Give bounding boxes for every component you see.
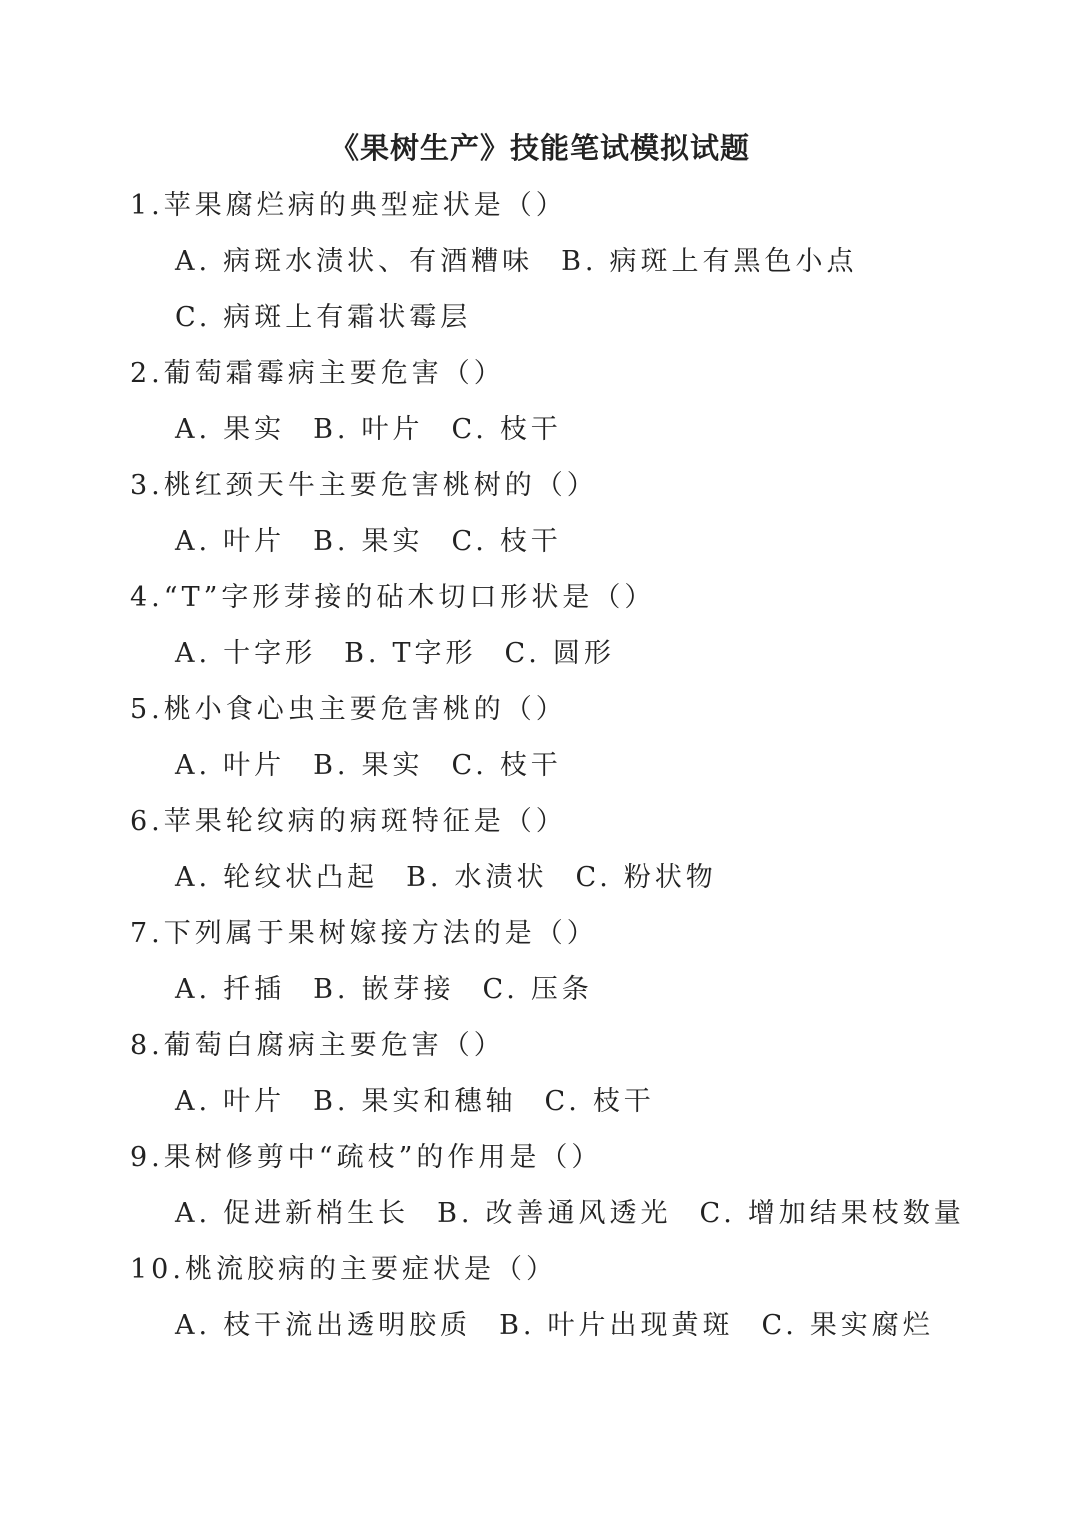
- answer-option: [175, 856, 378, 900]
- option-text: 水渍状: [454, 862, 548, 893]
- option-text: 枝干: [592, 1086, 655, 1117]
- answer-option: [483, 968, 593, 1012]
- option-text: 改善通风透光: [485, 1198, 672, 1229]
- answer-option: [313, 520, 423, 564]
- option-letter: A.: [175, 1198, 212, 1229]
- option-letter: A.: [175, 1310, 212, 1341]
- option-letter: B.: [499, 1310, 536, 1341]
- option-letter: B.: [437, 1198, 474, 1229]
- option-text: 果实: [361, 750, 424, 781]
- answer-option: [175, 408, 285, 452]
- answer-option: [175, 240, 533, 284]
- option-letter: C.: [544, 1086, 581, 1117]
- option-text: 增加结果枝数量: [747, 1198, 965, 1229]
- option-letter: C.: [504, 638, 541, 669]
- answer-option: [175, 296, 471, 340]
- page-title: 《果树生产》技能笔试模拟试题: [329, 131, 750, 165]
- option-row: [130, 1192, 1030, 1248]
- answer-option: [313, 408, 423, 452]
- option-letter: B.: [561, 246, 598, 277]
- option-text: 叶片: [223, 750, 286, 781]
- option-text: 病斑上有黑色小点: [609, 246, 858, 277]
- answer-option: [545, 1080, 655, 1124]
- answer-option: [175, 744, 285, 788]
- question-stem: 6.苹果轮纹病的病斑特征是（）: [130, 806, 567, 837]
- answer-option: [452, 744, 562, 788]
- option-letter: C.: [451, 750, 488, 781]
- question-stem: 10.桃流胶病的主要症状是（）: [130, 1254, 557, 1285]
- answer-option: [452, 408, 562, 452]
- option-text: T字形: [392, 638, 477, 669]
- answer-option: [344, 632, 476, 676]
- option-letter: A.: [175, 526, 212, 557]
- option-text: 叶片: [223, 526, 286, 557]
- option-text: 叶片出现黄斑: [547, 1310, 734, 1341]
- question-stem: 5.桃小食心虫主要危害桃的（）: [130, 694, 567, 725]
- question-stem: 1.苹果腐烂病的典型症状是（）: [130, 190, 567, 221]
- question-list: [130, 184, 1030, 1360]
- option-row: [130, 1080, 1030, 1136]
- option-text: 果实和穗轴: [361, 1086, 517, 1117]
- option-text: 嵌芽接: [361, 974, 455, 1005]
- option-text: 果实腐烂: [809, 1310, 934, 1341]
- option-text: 病斑水渍状、有酒糟味: [223, 246, 534, 277]
- option-text: 枝干: [499, 526, 562, 557]
- option-text: 果实: [361, 526, 424, 557]
- question-stem: 9.果树修剪中“疏枝”的作用是（）: [130, 1142, 603, 1173]
- option-text: 果实: [223, 414, 286, 445]
- answer-option: [313, 744, 423, 788]
- option-letter: B.: [313, 750, 350, 781]
- answer-option: [313, 968, 454, 1012]
- option-row: [130, 296, 1030, 352]
- question-stem: 2.葡萄霜霉病主要危害（）: [130, 358, 505, 389]
- option-letter: A.: [175, 638, 212, 669]
- option-text: 轮纹状凸起: [223, 862, 379, 893]
- option-row: [130, 408, 1030, 464]
- answer-option: [452, 520, 562, 564]
- option-text: 叶片: [223, 1086, 286, 1117]
- option-letter: B.: [313, 526, 350, 557]
- answer-option: [175, 1080, 285, 1124]
- option-letter: C.: [575, 862, 612, 893]
- option-letter: C.: [175, 302, 212, 333]
- option-letter: A.: [175, 862, 212, 893]
- option-text: 枝干流出透明胶质: [223, 1310, 472, 1341]
- option-letter: B.: [313, 1086, 350, 1117]
- question-stem: 7.下列属于果树嫁接方法的是（）: [130, 918, 598, 949]
- answer-option: [175, 1304, 471, 1348]
- answer-option: [499, 1304, 733, 1348]
- option-letter: A.: [175, 750, 212, 781]
- option-row: [130, 744, 1030, 800]
- answer-option: [406, 856, 547, 900]
- option-text: 扦插: [223, 974, 286, 1005]
- option-letter: B.: [313, 974, 350, 1005]
- option-text: 促进新梢生长: [223, 1198, 410, 1229]
- answer-option: [437, 1192, 671, 1236]
- option-text: 粉状物: [623, 862, 717, 893]
- option-row: [130, 240, 1030, 296]
- question-stem: 3.桃红颈天牛主要危害桃树的（）: [130, 470, 598, 501]
- answer-option: [700, 1192, 965, 1236]
- option-text: 圆形: [552, 638, 615, 669]
- answer-option: [175, 632, 316, 676]
- option-letter: C.: [761, 1310, 798, 1341]
- answer-option: [175, 520, 285, 564]
- option-letter: A.: [175, 1086, 212, 1117]
- option-letter: B.: [313, 414, 350, 445]
- option-letter: B.: [406, 862, 443, 893]
- option-letter: A.: [175, 246, 212, 277]
- answer-option: [762, 1304, 934, 1348]
- answer-option: [505, 632, 615, 676]
- option-letter: C.: [482, 974, 519, 1005]
- option-text: 十字形: [223, 638, 317, 669]
- option-letter: C.: [451, 526, 488, 557]
- option-letter: B.: [344, 638, 381, 669]
- answer-option: [561, 240, 857, 284]
- question-stem: 4.“T”字形芽接的砧木切口形状是（）: [130, 582, 656, 613]
- option-letter: C.: [451, 414, 488, 445]
- answer-option: [175, 1192, 409, 1236]
- option-row: [130, 968, 1030, 1024]
- option-row: [130, 856, 1030, 912]
- answer-option: [313, 1080, 516, 1124]
- option-letter: C.: [699, 1198, 736, 1229]
- option-row: [130, 1304, 1030, 1360]
- option-letter: A.: [175, 414, 212, 445]
- option-text: 病斑上有霜状霉层: [223, 302, 472, 333]
- option-letter: A.: [175, 974, 212, 1005]
- answer-option: [576, 856, 717, 900]
- option-text: 压条: [530, 974, 593, 1005]
- option-row: [130, 632, 1030, 688]
- option-text: 枝干: [499, 414, 562, 445]
- answer-option: [175, 968, 285, 1012]
- option-text: 叶片: [361, 414, 424, 445]
- option-row: [130, 520, 1030, 576]
- question-stem: 8.葡萄白腐病主要危害（）: [130, 1030, 505, 1061]
- option-text: 枝干: [499, 750, 562, 781]
